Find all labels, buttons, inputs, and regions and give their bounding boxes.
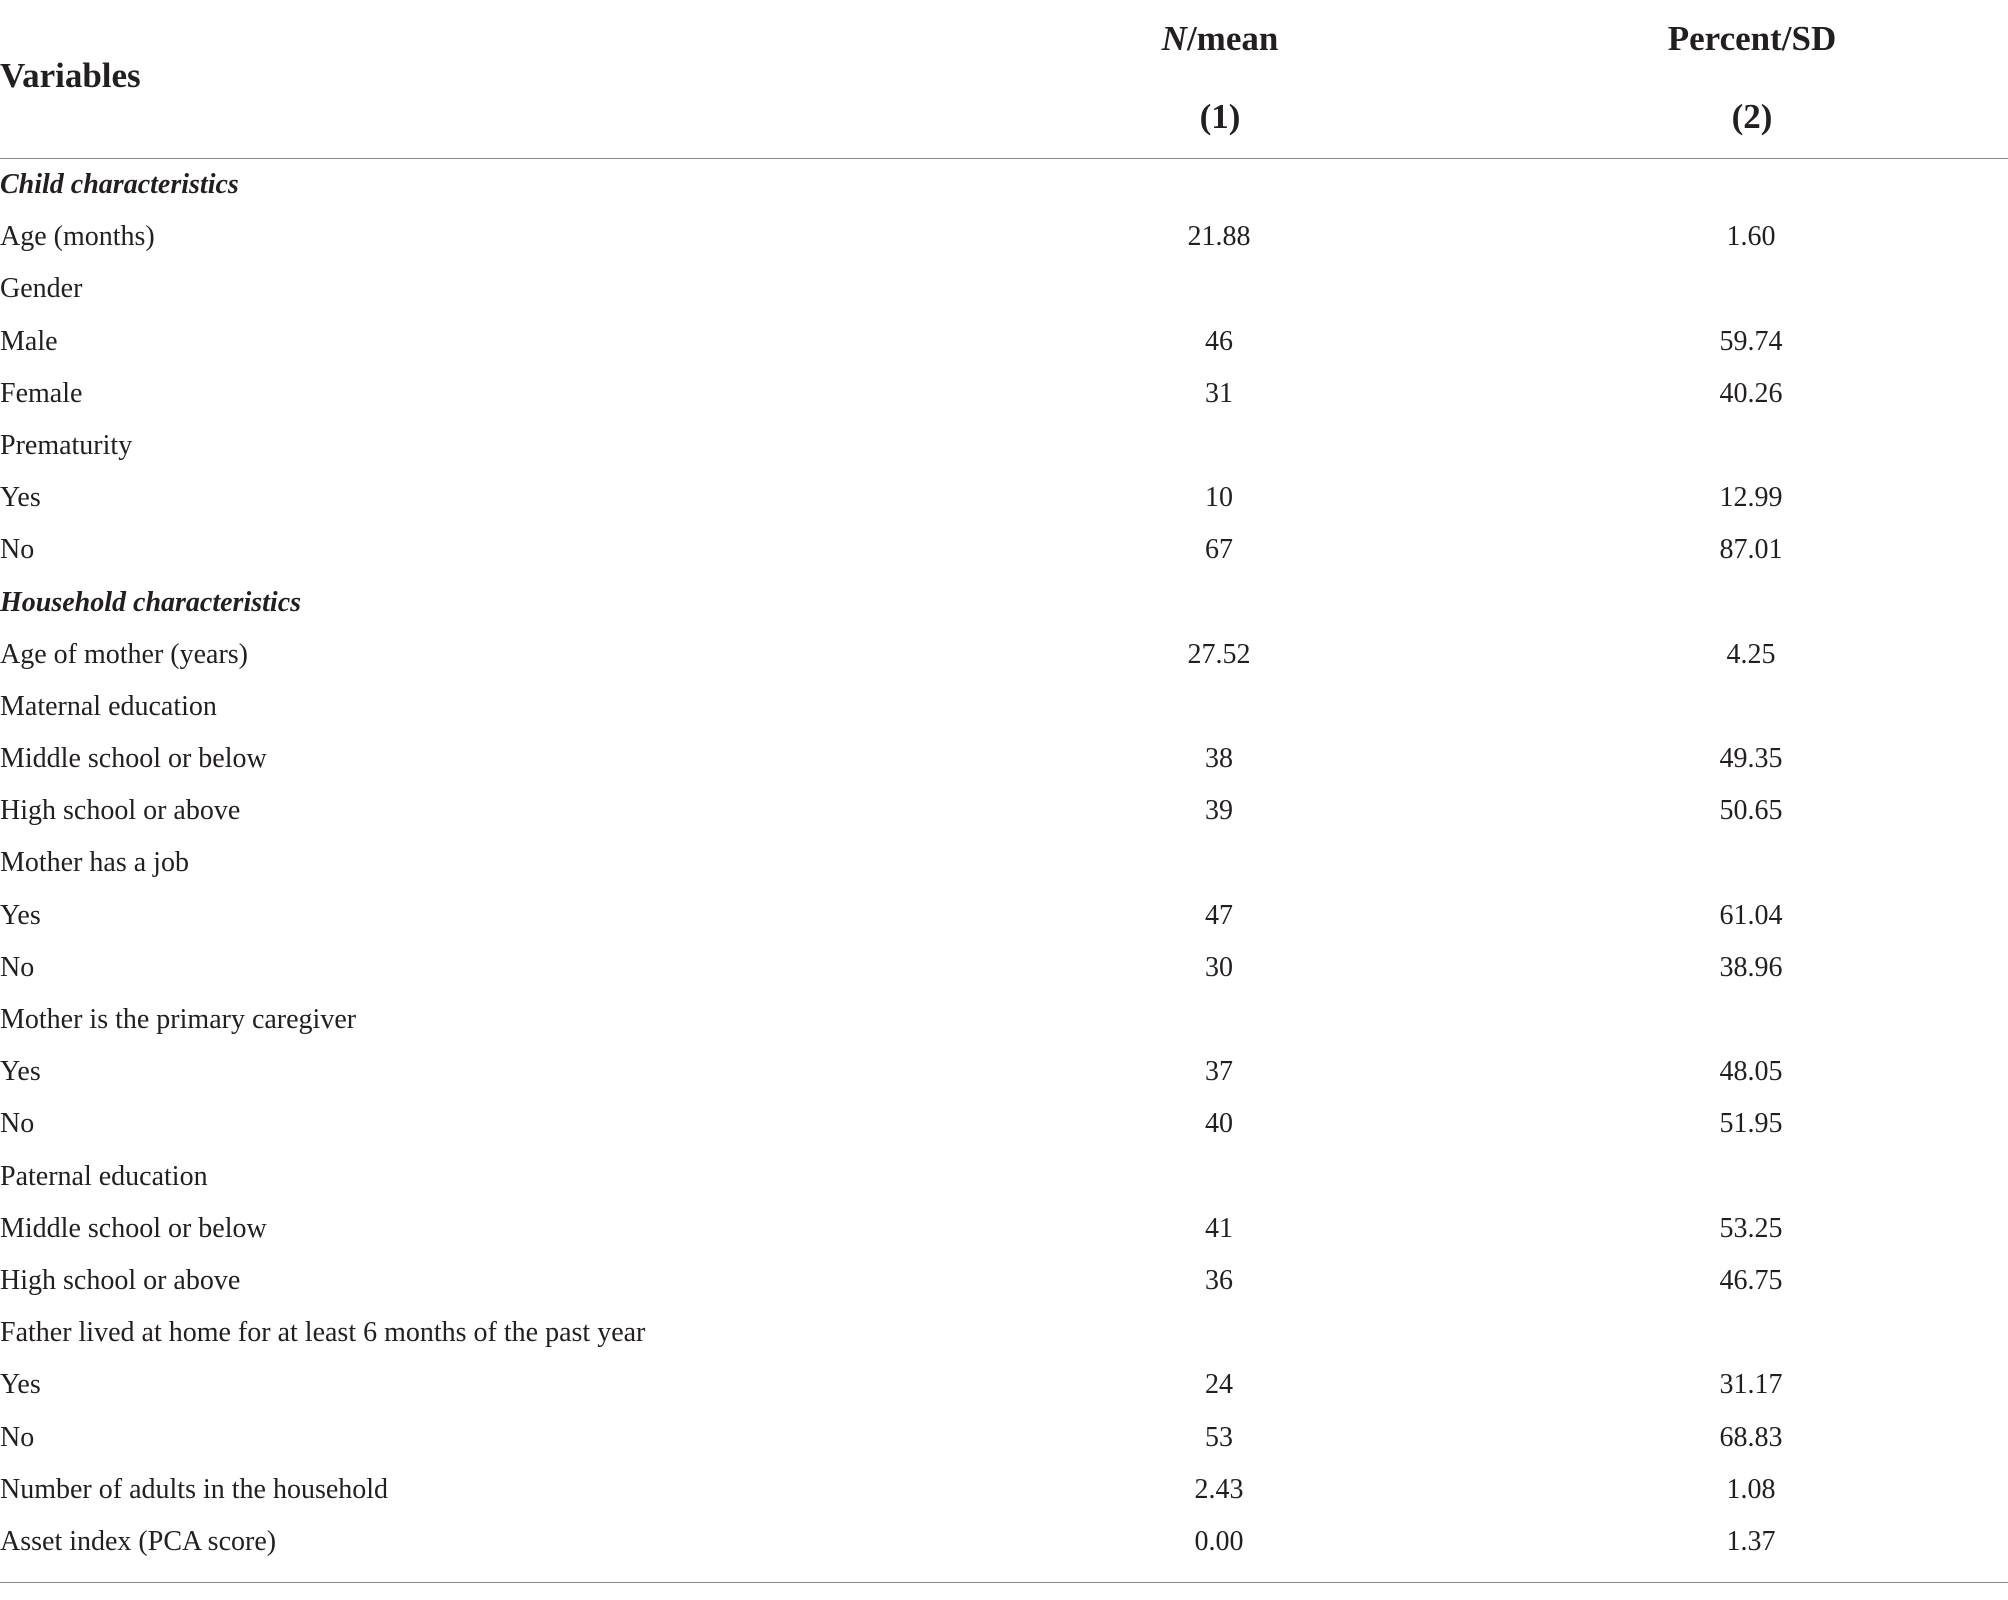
header-variables: Variables: [0, 56, 141, 95]
cell-percent-sd: 40.26: [1719, 377, 1783, 409]
table-row: [0, 1307, 2008, 1359]
cell-n-mean: 21.88: [1187, 221, 1251, 253]
cell-percent-sd: 87.01: [1719, 534, 1783, 566]
row-label: Number of adults in the household: [0, 1473, 389, 1505]
cell-n-mean: 27.52: [1187, 638, 1251, 670]
row-label: Age (months): [0, 221, 155, 253]
row-label: Maternal education: [0, 690, 217, 722]
cell-percent-sd: 50.65: [1719, 795, 1783, 827]
cell-percent-sd: 51.95: [1719, 1108, 1783, 1140]
cell-n-mean: 31: [1205, 377, 1233, 409]
cell-percent-sd: 49.35: [1719, 743, 1783, 775]
table-row: [0, 890, 2008, 942]
cell-n-mean: 39: [1205, 795, 1233, 827]
cell-percent-sd: 4.25: [1726, 638, 1776, 670]
row-label: High school or above: [0, 1264, 241, 1296]
header-col1-title-rest: /mean: [1186, 19, 1279, 58]
table-row: [0, 263, 2008, 315]
row-label: Female: [0, 377, 83, 409]
table-row: [0, 1046, 2008, 1098]
cell-n-mean: 53: [1205, 1421, 1233, 1453]
table-row: [0, 1203, 2008, 1255]
table-row: [0, 472, 2008, 524]
cell-n-mean: 67: [1205, 534, 1233, 566]
row-label: Middle school or below: [0, 743, 267, 775]
table-row: [0, 1255, 2008, 1307]
table-row: [0, 1464, 2008, 1516]
cell-n-mean: 0.00: [1194, 1525, 1244, 1557]
cell-percent-sd: 59.74: [1719, 325, 1783, 357]
row-label: Mother is the primary caregiver: [0, 1004, 357, 1035]
table-row: [0, 681, 2008, 733]
cell-percent-sd: 1.37: [1726, 1525, 1776, 1557]
row-label: Male: [0, 325, 58, 357]
cell-n-mean: 41: [1205, 1212, 1233, 1244]
cell-n-mean: 40: [1205, 1108, 1233, 1140]
cell-n-mean: 46: [1205, 325, 1233, 357]
cell-n-mean: 37: [1205, 1056, 1233, 1088]
row-label: Yes: [0, 899, 41, 931]
row-label: Father lived at home for at least 6 months of the past year: [0, 1317, 646, 1349]
header-col1-number: (1): [1199, 97, 1241, 136]
table-row: [0, 420, 2008, 472]
row-label: Gender: [0, 273, 83, 305]
row-label: Age of mother (years): [0, 638, 249, 670]
row-label: No: [0, 1108, 35, 1140]
cell-n-mean: 2.43: [1194, 1473, 1244, 1505]
table-row: [0, 1359, 2008, 1411]
row-label: Yes: [0, 1056, 41, 1088]
row-label: No: [0, 951, 35, 983]
cell-percent-sd: 68.83: [1719, 1421, 1783, 1453]
cell-n-mean: 36: [1205, 1264, 1233, 1296]
table-row: [0, 942, 2008, 994]
section-row: [0, 577, 2008, 629]
cell-percent-sd: 53.25: [1719, 1212, 1783, 1244]
cell-percent-sd: 38.96: [1719, 951, 1783, 983]
cell-percent-sd: 48.05: [1719, 1056, 1783, 1088]
row-label: Paternal education: [0, 1160, 208, 1192]
cell-percent-sd: 61.04: [1719, 899, 1783, 931]
cell-n-mean: 47: [1205, 899, 1233, 931]
table-row: [0, 629, 2008, 681]
table-body: [0, 159, 2008, 1568]
row-label: Yes: [0, 482, 41, 514]
table-row: [0, 785, 2008, 837]
header-col2-title: Percent/SD: [1667, 19, 1837, 58]
table-row: [0, 733, 2008, 785]
cell-n-mean: 24: [1205, 1369, 1233, 1401]
cell-n-mean: 38: [1205, 743, 1233, 775]
cell-percent-sd: 46.75: [1719, 1264, 1783, 1296]
table-row: [0, 316, 2008, 368]
bottom-rule: [0, 1582, 2008, 1583]
table-row: [0, 524, 2008, 576]
row-label: Mother has a job: [0, 847, 189, 879]
section-label: Household characteristics: [0, 586, 302, 618]
table-row: [0, 837, 2008, 889]
table-row: [0, 368, 2008, 420]
header-col1-title: [1162, 19, 1279, 59]
table-row: [0, 1098, 2008, 1150]
cell-n-mean: 30: [1205, 951, 1233, 983]
header-col2-number: (2): [1731, 97, 1773, 136]
table-header: [0, 0, 2008, 158]
row-label: Asset index (PCA score): [0, 1525, 277, 1557]
cell-n-mean: 10: [1205, 482, 1233, 514]
table-row: [0, 1516, 2008, 1568]
table-row: [0, 1151, 2008, 1203]
row-label: No: [0, 534, 35, 566]
row-label: Prematurity: [0, 429, 133, 461]
section-label: Child characteristics: [0, 169, 239, 200]
row-label: Middle school or below: [0, 1212, 267, 1244]
row-label: High school or above: [0, 795, 241, 827]
cell-percent-sd: 1.08: [1726, 1473, 1776, 1505]
section-row: [0, 159, 2008, 211]
row-label: Yes: [0, 1369, 41, 1401]
table-row: [0, 994, 2008, 1046]
cell-percent-sd: 1.60: [1726, 221, 1776, 253]
cell-percent-sd: 12.99: [1719, 482, 1783, 514]
cell-percent-sd: 31.17: [1719, 1369, 1783, 1401]
header-col1-title-italic: N: [1161, 19, 1187, 58]
table-row: [0, 1412, 2008, 1464]
table-row: [0, 211, 2008, 263]
row-label: No: [0, 1421, 35, 1453]
